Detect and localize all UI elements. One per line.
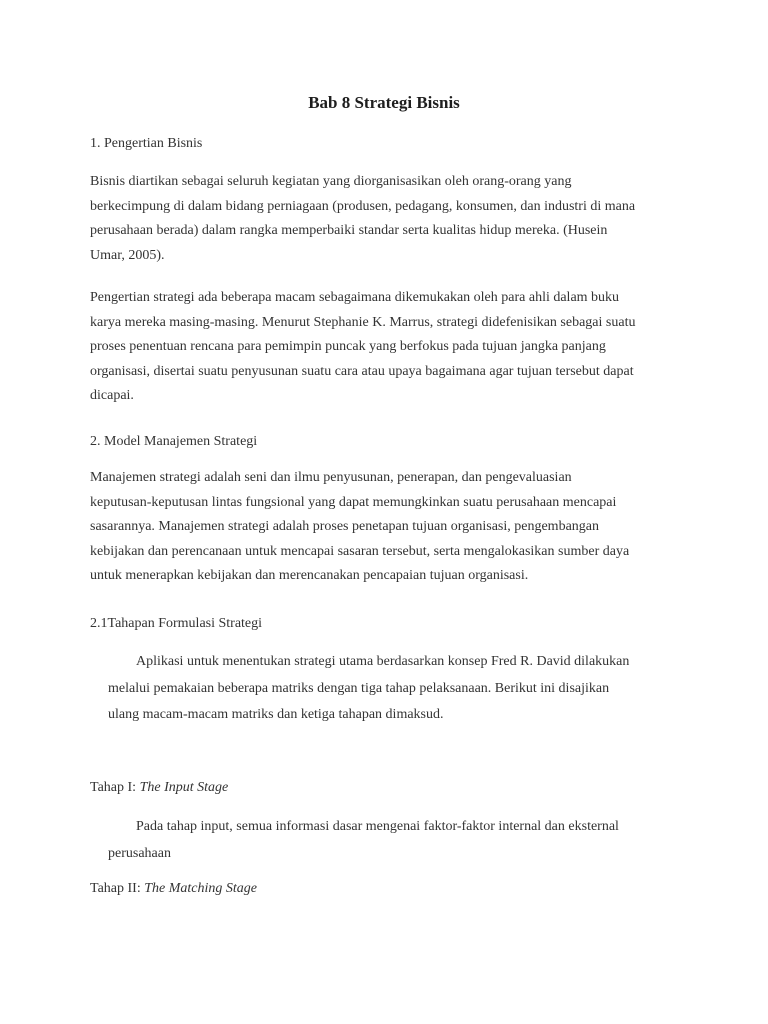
section-heading-tahapan-formulasi: 2.1Tahapan Formulasi Strategi — [90, 616, 263, 631]
paragraph-line: Bisnis diartikan sebagai seluruh kegiatan yang diorganisasikan oleh orang-orang yang — [90, 174, 572, 189]
stage-prefix: Tahap I: — [90, 780, 140, 795]
paragraph-line: keputusan-keputusan lintas fungsional yang dapat memungkinkan suatu perusahaan mencapai — [90, 494, 617, 510]
section-heading-pengertian-bisnis: 1. Pengertian Bisnis — [90, 136, 203, 151]
stage-heading-input — [90, 780, 228, 796]
paragraph-line: Aplikasi untuk menentukan strategi utama berdasarkan konsep Fred R. David dilakukan — [136, 654, 630, 669]
paragraph-line: Manajemen strategi adalah seni dan ilmu penyusunan, penerapan, dan pengevaluasian — [90, 470, 572, 485]
paragraph-line: ulang macam-macam matriks dan ketiga tahapan dimaksud. — [108, 707, 444, 722]
paragraph-definisi-bisnis — [90, 170, 690, 268]
stage-name: The Input Stage — [139, 780, 229, 795]
paragraph-line: dicapai. — [90, 388, 134, 403]
document-title: Bab 8 Strategi Bisnis — [308, 93, 460, 112]
section-heading-model-manajemen: 2. Model Manajemen Strategi — [90, 434, 258, 449]
paragraph-line: berkecimpung di dalam bidang perniagaan (produsen, pedagang, konsumen, dan industri di mana — [90, 198, 636, 214]
stage-name: The Matching Stage — [144, 881, 257, 896]
paragraph-line: organisasi, disertai suatu penyusunan suatu cara atau upaya bagaimana agar tujuan tersebut dapat — [90, 363, 634, 379]
paragraph-line: Pada tahap input, semua informasi dasar mengenai faktor-faktor internal dan eksternal — [136, 819, 619, 834]
paragraph-aplikasi — [108, 649, 688, 729]
paragraph-pengertian-strategi — [90, 286, 690, 409]
paragraph-line: untuk menerapkan kebijakan dan merencanakan pencapaian tujuan organisasi. — [90, 568, 529, 583]
paragraph-line: karya mereka masing-masing. Menurut Stephanie K. Marrus, strategi didefenisikan sebagai suatu — [90, 314, 636, 330]
stage-heading-matching — [90, 881, 257, 897]
paragraph-line: perusahaan berada) dalam rangka memperbaiki standar serta kualitas hidup mereka. (Husein — [90, 223, 608, 238]
paragraph-line: proses penentuan rencana para pemimpin puncak yang berfokus pada tujuan jangka panjang — [90, 339, 606, 354]
paragraph-line: melalui pemakaian beberapa matriks dengan tiga tahap pelaksanaan. Berikut ini disajikan — [108, 680, 610, 696]
paragraph-line: sasarannya. Manajemen strategi adalah proses penetapan tujuan organisasi, pengembangan — [90, 519, 600, 534]
paragraph-tahap-input — [108, 814, 688, 867]
paragraph-line: Umar, 2005). — [90, 247, 165, 263]
stage-prefix: Tahap II: — [90, 881, 145, 896]
paragraph-manajemen-strategi — [90, 466, 690, 589]
paragraph-line: Pengertian strategi ada beberapa macam sebagaimana dikemukakan oleh para ahli dalam buku — [90, 290, 620, 305]
paragraph-line: perusahaan — [108, 845, 171, 861]
paragraph-line: kebijakan dan perencanaan untuk mencapai sasaran tersebut, serta mengalokasikan sumber daya — [90, 543, 630, 559]
